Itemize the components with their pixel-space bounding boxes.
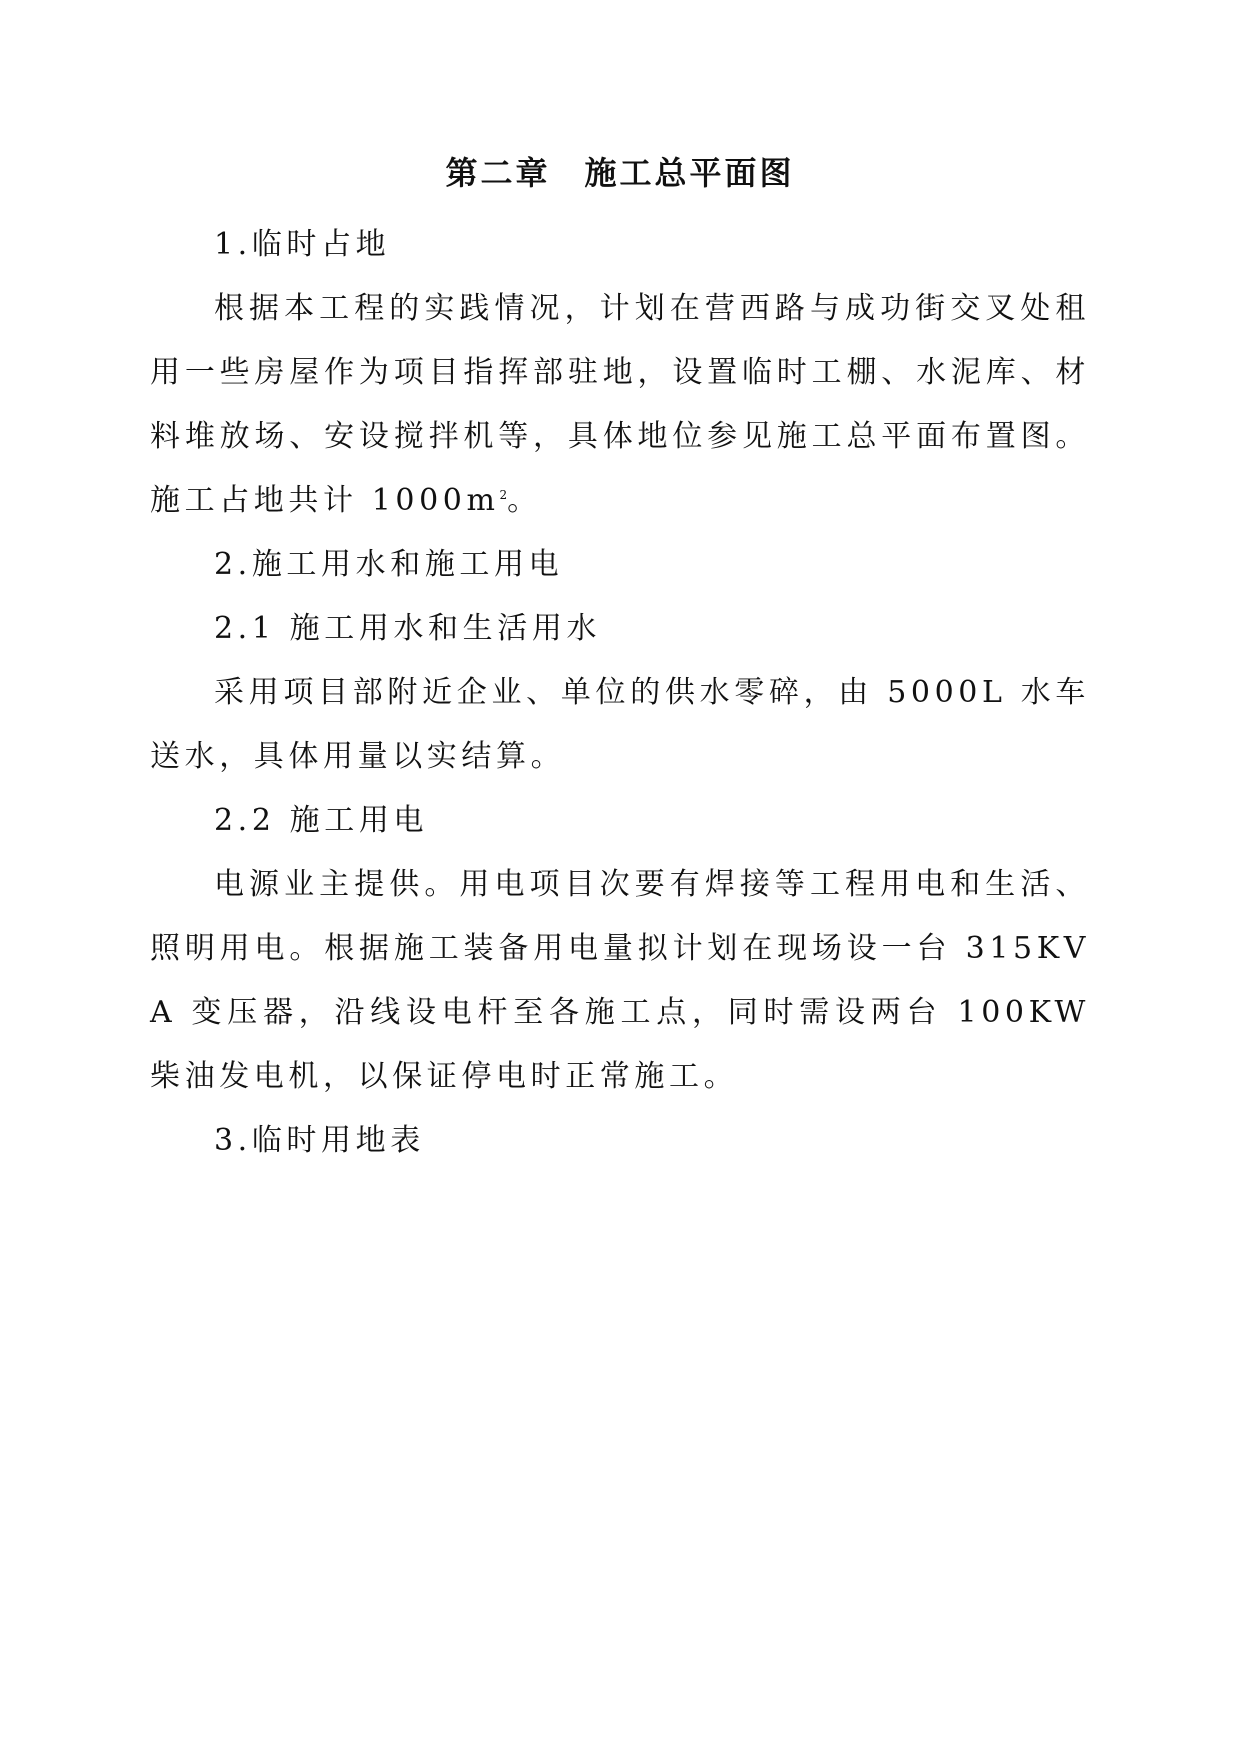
document-body (150, 150, 1090, 1173)
subsection-heading-power: 2.2 施工用电 (214, 803, 429, 838)
subsection-heading-water: 2.1 施工用水和生活用水 (214, 611, 602, 646)
area-unit-superscript: 2 (499, 488, 508, 502)
paragraph-temporary-land (150, 277, 1090, 533)
paragraph-temporary-land-end: 。 (507, 483, 542, 518)
section-heading-water-power: 2.施工用水和施工用电 (214, 547, 564, 582)
paragraph-water: 采用项目部附近企业、单位的供水零碎，由 5000L 水车送水，具体用量以实结算。 (150, 675, 1090, 774)
chapter-name: 施工总平面图 (584, 154, 795, 192)
chapter-title (150, 150, 1090, 196)
section-heading-land-table: 3.临时用地表 (214, 1123, 425, 1158)
section-heading-temporary-land: 1.临时占地 (214, 227, 391, 262)
paragraph-temporary-land-text: 根据本工程的实践情况，计划在营西路与成功街交叉处租用一些房屋作为项目指挥部驻地，设置临时工棚、水泥库、材料堆放场、安设搅拌机等，具体地位参见施工总平面布置图。施工占地共计 1000m (150, 291, 1090, 518)
chapter-number: 第二章 (445, 154, 551, 192)
paragraph-power: 电源业主提供。用电项目次要有焊接等工程用电和生活、照明用电。根据施工装备用电量拟计划在现场设一台 315KVA 变压器，沿线设电杆至各施工点，同时需设两台 100KW 柴油发电机，以保证停电时正常施工。 (150, 867, 1090, 1094)
